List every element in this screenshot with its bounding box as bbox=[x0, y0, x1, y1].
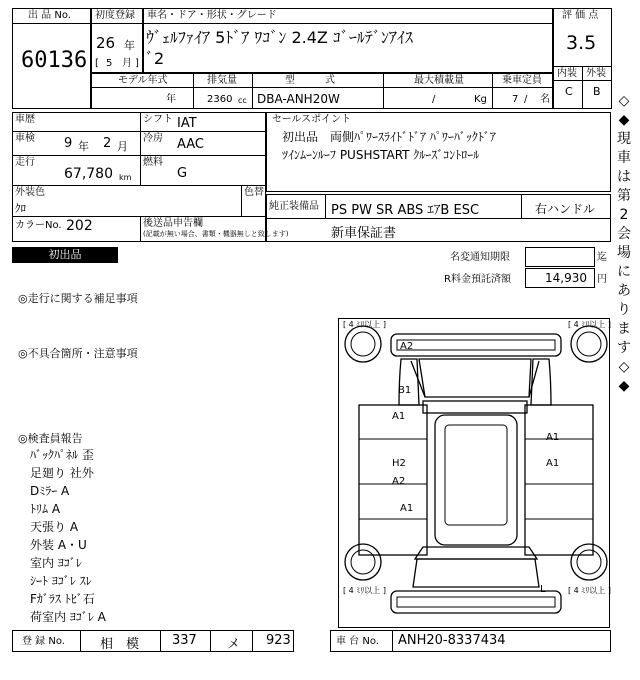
side-banner-char: ま bbox=[617, 321, 631, 337]
side-banner-char: に bbox=[617, 264, 631, 280]
mark-back-panel: B1 bbox=[398, 385, 412, 396]
color-change-label: 色替 bbox=[244, 187, 264, 198]
tire-left-front bbox=[345, 544, 381, 580]
chassis-label: 車 台 No. bbox=[336, 636, 379, 647]
side-banner-char: ◆ bbox=[618, 112, 630, 128]
tire-depth-rf: [ 4 ﾐﾘ以上 ] bbox=[568, 586, 611, 595]
year-unit: 年 bbox=[124, 39, 135, 52]
inspector-label: ◎検査員報告 bbox=[18, 432, 83, 445]
mark-left-rear: A1 bbox=[392, 411, 406, 422]
sales-point-line2: ﾂｲﾝﾑｰﾝﾙｰﾌ PUSHSTART ｸﾙｰｽﾞｺﾝﾄﾛｰﾙ bbox=[282, 148, 480, 162]
post-declaration-note: (記載が無い場合、書類・機器無しと致します) bbox=[143, 230, 289, 238]
exterior-grade: B bbox=[593, 85, 601, 98]
name-change-label: 名変通知期限 bbox=[450, 252, 510, 263]
shift-value: IAT bbox=[177, 116, 197, 131]
rear-bumper-inner bbox=[397, 340, 555, 350]
equipment: PS PW SR ABS ｴｱB ESC bbox=[331, 203, 480, 218]
sales-point-label: セールスポイント bbox=[272, 114, 352, 125]
inspector-item: 荷室内 ﾖｺﾞﾚ A bbox=[30, 610, 106, 624]
chassis-number: ANH20-8337434 bbox=[398, 633, 506, 648]
month-unit: 月 bbox=[122, 58, 132, 69]
inspector-item: 天張り A bbox=[30, 520, 79, 534]
defects-label: ◎不具合箇所・注意事項 bbox=[18, 347, 138, 360]
mileage-unit: km bbox=[119, 173, 132, 182]
model-code: DBA-ANH20W bbox=[257, 92, 340, 106]
capacity-unit: 名 bbox=[540, 94, 550, 105]
tire-left-rear bbox=[345, 326, 381, 362]
side-banner-char: 車 bbox=[617, 150, 631, 166]
displacement: 2360 bbox=[207, 94, 233, 105]
first-listing-badge bbox=[12, 247, 118, 263]
first-reg-month: 5 bbox=[106, 58, 113, 69]
post-declaration-label: 後送品申告欄 bbox=[143, 218, 203, 229]
interior-grade: C bbox=[565, 85, 573, 98]
recycle-amount: 14,930 bbox=[545, 271, 587, 285]
recycle-unit: 円 bbox=[597, 274, 607, 285]
inspection-label: 車検 bbox=[15, 133, 35, 144]
name-change-unit: 迄 bbox=[597, 252, 607, 263]
lot-number: 60136 bbox=[21, 48, 88, 73]
lot-label: 出 品 No. bbox=[28, 10, 71, 21]
inspection-year: 9 bbox=[64, 136, 73, 151]
ac-value: AAC bbox=[177, 137, 204, 152]
registration-region: 相 模 bbox=[100, 637, 140, 652]
rear-pillars bbox=[411, 361, 539, 397]
recycle-label: R料金預託済額 bbox=[444, 274, 511, 285]
tire-right-front bbox=[571, 544, 607, 580]
handle: 右ハンドル bbox=[535, 202, 596, 216]
registration-kana: メ bbox=[227, 637, 241, 652]
ac-label: 冷房 bbox=[143, 133, 163, 144]
driving-notes-label: ◎走行に関する補足事項 bbox=[18, 292, 138, 305]
inspection-year-unit: 年 bbox=[78, 140, 89, 153]
fuel-value: G bbox=[177, 166, 188, 181]
inspector-item: 足廻り 社外 bbox=[30, 466, 94, 480]
inspector-item: Fｶﾞﾗｽ ﾄﾋﾞ石 bbox=[30, 592, 95, 606]
warranty: 新車保証書 bbox=[331, 226, 397, 241]
side-banner-char: ◆ bbox=[618, 378, 630, 394]
mileage-label: 走行 bbox=[15, 157, 35, 168]
inspection-month: 2 bbox=[103, 136, 112, 151]
rear-bumper bbox=[391, 334, 561, 356]
inspection-month-unit: 月 bbox=[117, 140, 128, 153]
tire-depth-lf: [ 4 ﾐﾘ以上 ] bbox=[343, 586, 386, 595]
inspector-list bbox=[30, 446, 220, 626]
interior-label: 内装 bbox=[557, 68, 577, 79]
inspector-item: 室内 ﾖｺﾞﾚ bbox=[30, 556, 82, 570]
car-diagram bbox=[338, 318, 610, 628]
fuel-label: 燃料 bbox=[143, 157, 163, 168]
side-banner-char: ◇ bbox=[618, 359, 630, 375]
mark-front: L bbox=[540, 584, 546, 595]
side-banner bbox=[611, 92, 637, 396]
exterior-color-label: 外装色 bbox=[15, 187, 45, 198]
inspector-item: ｼｰﾄ ﾖｺﾞﾚ ｽﾚ bbox=[30, 574, 92, 588]
mark-left-mid-a2: A2 bbox=[392, 476, 406, 487]
month-open: [ bbox=[95, 58, 99, 69]
shift-label: シフト bbox=[143, 114, 173, 125]
car-name-line1: ｳﾞｪﾙﾌｧｲｱ 5ﾄﾞｱ ﾜｺﾞﾝ 2.4Z ｺﾞｰﾙﾃﾞﾝｱｲｽ bbox=[146, 28, 413, 47]
tire-right-rear-inner bbox=[577, 332, 601, 356]
side-banner-char: す bbox=[617, 340, 631, 356]
tire-left-rear-inner bbox=[351, 332, 375, 356]
inspector-item: ﾊﾞｯｸﾊﾟﾈﾙ 歪 bbox=[30, 448, 94, 462]
name-change-field bbox=[525, 247, 595, 267]
car-name-line2: ﾞ2 bbox=[146, 49, 165, 68]
mileage: 67,780 bbox=[64, 166, 113, 182]
month-close: ] bbox=[135, 58, 139, 69]
side-banner-char: 現 bbox=[617, 131, 631, 147]
history-label: 車歴 bbox=[15, 114, 35, 125]
registration-class: 337 bbox=[172, 633, 197, 648]
side-banner-char: り bbox=[617, 302, 631, 318]
inspector-item: Dﾐﾗｰ A bbox=[30, 484, 70, 498]
side-banner-char: 会 bbox=[617, 226, 631, 242]
max-load-unit: Kg bbox=[474, 94, 487, 105]
exterior-label: 外装 bbox=[586, 68, 606, 79]
front-bumper bbox=[391, 591, 561, 613]
windshield bbox=[415, 547, 537, 559]
inspector-item: 外装 A・U bbox=[30, 538, 87, 552]
side-banner-char: 場 bbox=[617, 245, 631, 261]
tire-right-front-inner bbox=[577, 550, 601, 574]
rear-glass bbox=[423, 401, 527, 413]
car-diagram-svg bbox=[339, 319, 611, 629]
exterior-color: ｸﾛ bbox=[15, 202, 26, 215]
capacity: 7 bbox=[512, 94, 519, 105]
model-year-unit: 年 bbox=[166, 94, 176, 105]
mark-left-front: A1 bbox=[400, 503, 414, 514]
side-banner-char: あ bbox=[617, 283, 631, 299]
model-year-label: モデル年式 bbox=[118, 75, 168, 86]
left-quarter bbox=[399, 359, 419, 405]
max-load-label: 最大積載量 bbox=[414, 75, 464, 86]
side-banner-char: 第 bbox=[617, 188, 631, 204]
side-banner-char: 2 bbox=[619, 207, 629, 223]
side-banner-char: は bbox=[617, 169, 631, 185]
color-no: 202 bbox=[66, 218, 93, 234]
grade-value: 3.5 bbox=[566, 32, 597, 54]
car-name-label: 車名・ドア・形状・グレード bbox=[147, 10, 277, 21]
max-load-sep: / bbox=[432, 94, 436, 105]
mark-right-rear: A1 bbox=[546, 432, 560, 443]
registration-label: 登 録 No. bbox=[22, 636, 65, 647]
displacement-label: 排気量 bbox=[207, 75, 237, 86]
mark-rear-bumper: A2 bbox=[400, 341, 414, 352]
color-no-label: カラーNo. bbox=[15, 220, 62, 231]
equipment-label: 純正装備品 bbox=[269, 201, 319, 212]
right-quarter bbox=[531, 359, 551, 405]
grade-label: 評 価 点 bbox=[562, 10, 599, 21]
hood bbox=[413, 559, 539, 587]
side-banner-char: ◇ bbox=[618, 93, 630, 109]
displacement-unit: cc bbox=[238, 96, 247, 105]
tire-left-front-inner bbox=[351, 550, 375, 574]
front-bumper-inner bbox=[397, 597, 555, 607]
first-reg-label: 初度登録 bbox=[95, 10, 135, 21]
first-reg-year: 26 bbox=[96, 34, 116, 52]
tire-depth-rr: [ 4 ﾐﾘ以上 ] bbox=[568, 320, 611, 329]
capacity-sep: / bbox=[524, 94, 528, 105]
inspector-item: ﾄﾘﾑ A bbox=[30, 502, 61, 516]
sales-point-line1: 初出品 両側ﾊﾟﾜｰｽﾗｲﾄﾞﾄﾞｱ ﾊﾟﾜｰﾊﾞｯｸﾄﾞｱ bbox=[282, 130, 496, 144]
sunroof bbox=[445, 425, 507, 525]
first-listing-text: 初出品 bbox=[48, 248, 82, 261]
mark-left-mid-h2: H2 bbox=[392, 458, 406, 469]
tire-right-rear bbox=[571, 326, 607, 362]
capacity-label: 乗車定員 bbox=[502, 75, 542, 86]
tire-depth-lr: [ 4 ﾐﾘ以上 ] bbox=[343, 320, 386, 329]
right-side bbox=[525, 405, 593, 555]
back-door bbox=[419, 359, 531, 397]
registration-number: 923 bbox=[266, 633, 291, 648]
mark-right-mid: A1 bbox=[546, 458, 560, 469]
model-label: 型 式 bbox=[285, 75, 335, 86]
